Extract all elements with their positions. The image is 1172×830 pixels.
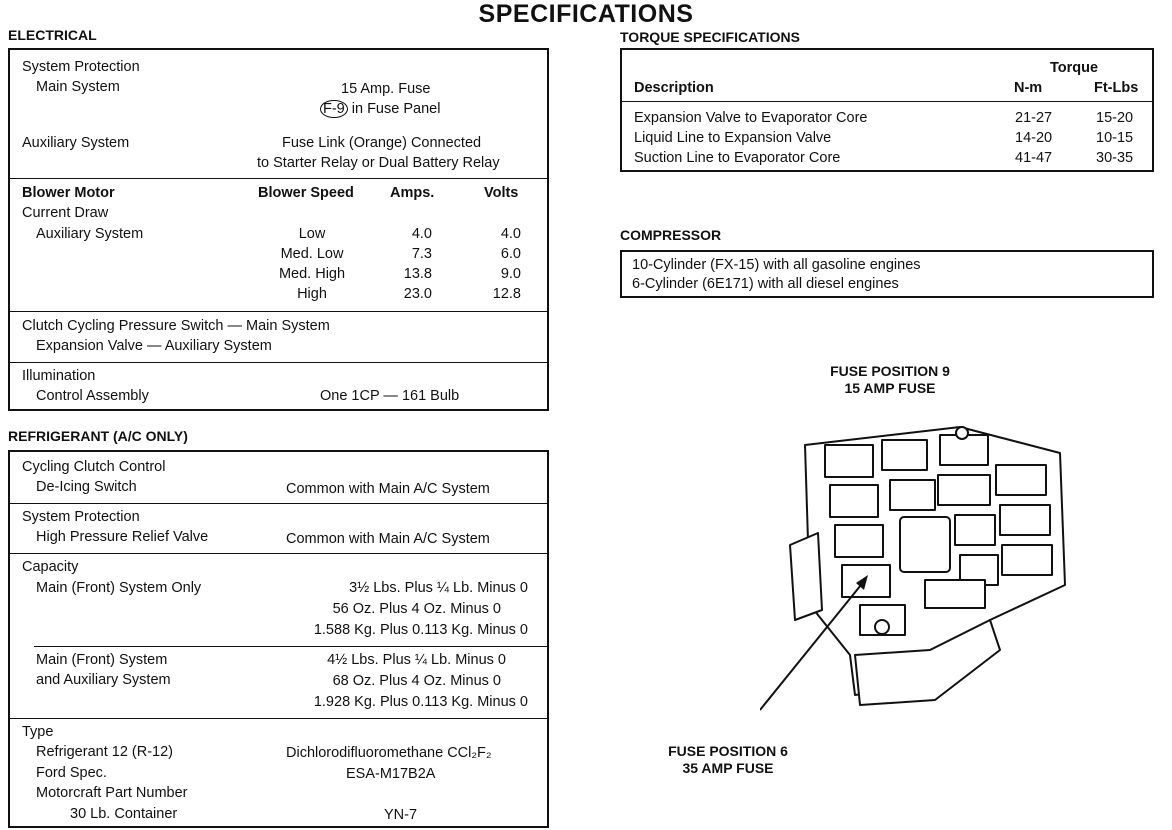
torque-desc: Expansion Valve to Evaporator Core (634, 110, 868, 126)
fuse-slot (1002, 545, 1052, 575)
screw (875, 620, 889, 634)
blower-volts: 6.0 (500, 246, 521, 262)
capacity-value: 3½ Lbs. Plus ¼ Lb. Minus 0 (349, 580, 528, 596)
fuse-slot (825, 445, 873, 477)
divider (34, 646, 547, 647)
torque-table (620, 48, 1154, 172)
divider (10, 362, 547, 363)
capacity-value: 56 Oz. Plus 4 Oz. Minus 0 (332, 601, 501, 617)
fuse-slot (830, 485, 878, 517)
blower-speed: Med. High (278, 266, 346, 282)
main-fuse-line2-text: in Fuse Panel (351, 101, 441, 117)
fuse-panel-illustration (760, 405, 1090, 720)
col-description: Description (634, 80, 714, 96)
fuse-slot (955, 515, 995, 545)
aux-system-label: Auxiliary System (22, 135, 130, 151)
blower-volts: 4.0 (500, 226, 521, 242)
mounting-tab (790, 533, 822, 620)
cycling-clutch-label: Cycling Clutch Control (22, 459, 166, 475)
fuse-slot (1000, 505, 1050, 535)
refrigerant12-label: Refrigerant 12 (R-12) (36, 744, 173, 760)
col-nm: N-m (1014, 80, 1043, 96)
fuse-slot (938, 475, 990, 505)
fuse-position-6-line2: 35 AMP FUSE (682, 760, 774, 776)
relief-valve-label: High Pressure Relief Valve (36, 529, 209, 545)
deicing-label: De-Icing Switch (36, 479, 137, 495)
col-torque: Torque (1050, 60, 1099, 76)
torque-nm: 21-27 (1015, 110, 1053, 126)
aux-line2: to Starter Relay or Dual Battery Relay (257, 155, 500, 171)
col-amps: Amps. (390, 185, 435, 201)
main-fuse-line1: 15 Amp. Fuse (341, 81, 431, 97)
torque-desc: Suction Line to Evaporator Core (634, 150, 841, 166)
main-fuse-line2 (320, 100, 440, 118)
blower-motor-label: Blower Motor (22, 185, 115, 201)
blower-amps: 4.0 (411, 226, 432, 242)
main-system-label: Main System (36, 79, 120, 95)
capacity-value: 1.588 Kg. Plus 0.113 Kg. Minus 0 (313, 622, 528, 638)
aux-system2-label: Auxiliary System (36, 226, 144, 242)
illumination-label: Illumination (22, 368, 96, 384)
divider (10, 503, 547, 504)
relief-value: Common with Main A/C System (286, 531, 490, 547)
system-protection-label: System Protection (22, 509, 140, 525)
torque-desc: Liquid Line to Expansion Valve (634, 130, 832, 146)
divider (10, 553, 547, 554)
capacity-label: Capacity (22, 559, 79, 575)
col-blower-speed: Blower Speed (258, 185, 354, 201)
type-label: Type (22, 724, 54, 740)
main-front-aux-label1: Main (Front) System (36, 652, 168, 668)
compressor-line1: 10-Cylinder (FX-15) with all gasoline engines (632, 257, 921, 273)
page-title: SPECIFICATIONS (478, 0, 694, 28)
col-ftlbs: Ft-Lbs (1094, 80, 1139, 96)
divider (10, 311, 547, 312)
main-front-aux-label2: and Auxiliary System (36, 672, 171, 688)
ford-spec-value: ESA-M17B2A (346, 766, 436, 782)
fuse-position-6-line1: FUSE POSITION 6 (668, 743, 788, 759)
fuse-slot (996, 465, 1046, 495)
divider (10, 178, 547, 179)
container-label: 30 Lb. Container (70, 806, 178, 822)
compressor-line2: 6-Cylinder (6E171) with all diesel engines (632, 276, 899, 292)
col-volts: Volts (484, 185, 519, 201)
capacity-value: 1.928 Kg. Plus 0.113 Kg. Minus 0 (313, 694, 528, 710)
blower-amps: 13.8 (403, 266, 432, 282)
fuse-code-badge: F-9 (320, 100, 348, 118)
torque-ftlbs: 15-20 (1096, 110, 1134, 126)
divider (10, 718, 547, 719)
fuse-position-6-label (638, 743, 818, 777)
deicing-value: Common with Main A/C System (286, 481, 490, 497)
torque-ftlbs: 30-35 (1096, 150, 1134, 166)
fuse-slot (890, 480, 935, 510)
fuse-position-9-line2: 15 AMP FUSE (844, 380, 936, 396)
fuse-slot (925, 580, 985, 608)
bulb-value: One 1CP — 161 Bulb (320, 388, 460, 404)
fuse-position-9-label (800, 363, 980, 397)
fuse-position-9-line1: FUSE POSITION 9 (830, 363, 950, 379)
current-draw-label: Current Draw (22, 205, 109, 221)
torque-nm: 41-47 (1015, 150, 1053, 166)
screw (956, 427, 968, 439)
compressor-heading: COMPRESSOR (620, 227, 722, 243)
torque-ftlbs: 10-15 (1096, 130, 1134, 146)
ford-spec-label: Ford Spec. (36, 765, 107, 781)
refrigerant-heading: REFRIGERANT (A/C ONLY) (8, 428, 188, 444)
blower-amps: 7.3 (411, 246, 432, 262)
electrical-heading: ELECTRICAL (8, 27, 97, 43)
torque-nm: 14-20 (1015, 130, 1053, 146)
container-value: YN-7 (384, 807, 418, 823)
fuse-slot (882, 440, 927, 470)
compressor-table (620, 250, 1154, 298)
capacity-value: 4½ Lbs. Plus ¼ Lb. Minus 0 (327, 652, 506, 668)
aux-line1: Fuse Link (Orange) Connected (282, 135, 482, 151)
capacity-value: 68 Oz. Plus 4 Oz. Minus 0 (332, 673, 501, 689)
blower-speed: Low (298, 226, 326, 242)
large-fuse (900, 517, 950, 572)
main-front-only-label: Main (Front) System Only (36, 580, 202, 596)
refrigerant-table (8, 450, 549, 828)
clutch-line1: Clutch Cycling Pressure Switch — Main System (22, 318, 330, 334)
blower-volts: 12.8 (492, 286, 521, 302)
blower-speed: High (297, 286, 327, 302)
motorcraft-label: Motorcraft Part Number (36, 785, 188, 801)
refrigerant12-value: Dichlorodifluoromethane CCl₂F₂ (286, 745, 492, 761)
blower-speed: Med. Low (280, 246, 344, 262)
blower-volts: 9.0 (500, 266, 521, 282)
divider (622, 101, 1152, 102)
system-protection-label: System Protection (22, 59, 140, 75)
control-assembly-label: Control Assembly (36, 388, 149, 404)
blower-amps: 23.0 (403, 286, 432, 302)
electrical-table (8, 48, 549, 411)
torque-heading: TORQUE SPECIFICATIONS (620, 29, 800, 45)
clutch-line2: Expansion Valve — Auxiliary System (36, 338, 272, 354)
fuse-slot (835, 525, 883, 557)
